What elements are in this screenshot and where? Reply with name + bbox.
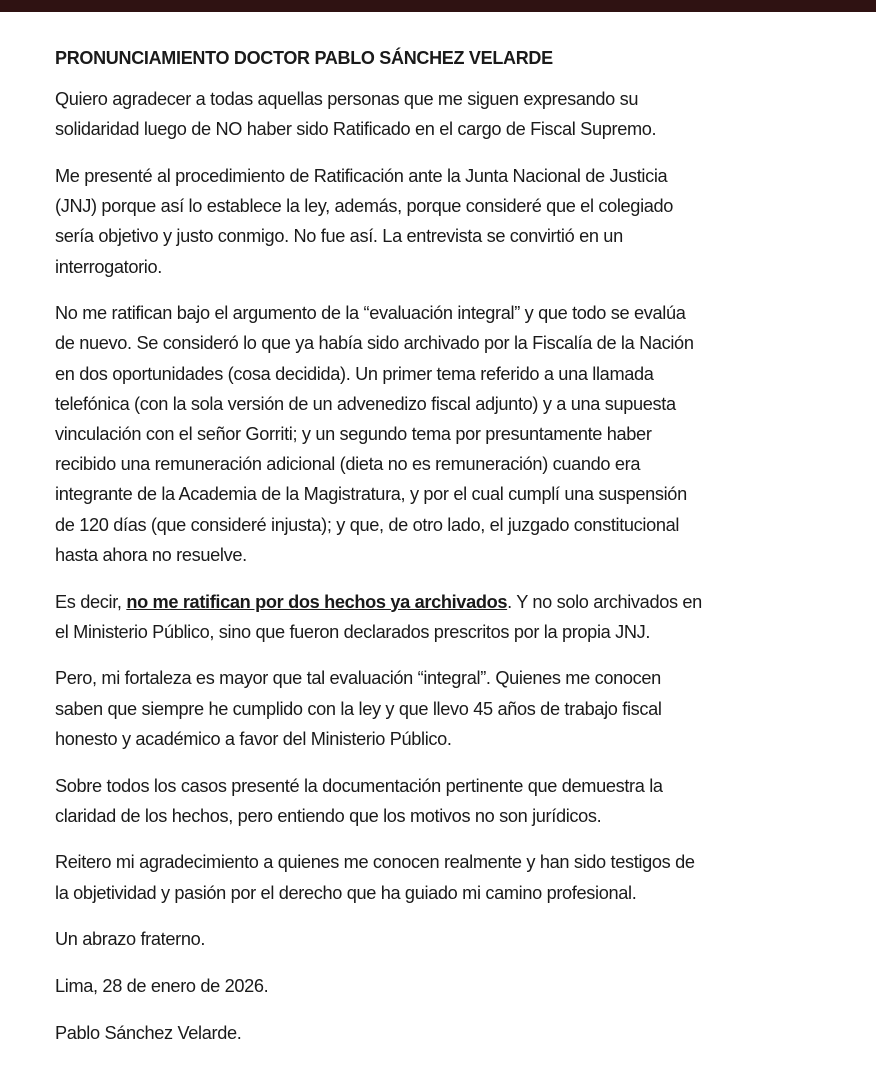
paragraph-date bbox=[55, 971, 855, 1001]
text-line: de nuevo. Se consideró lo que ya había sido archivado por la Fiscalía de la Nación bbox=[55, 333, 694, 354]
emphasized-text: no me ratifican por dos hechos ya archivados bbox=[126, 591, 508, 612]
text-line: interrogatorio. bbox=[55, 256, 162, 277]
text-line: Pero, mi fortaleza es mayor que tal evaluación “integral”. Quienes me conocen bbox=[55, 668, 661, 689]
text-line: Reitero mi agradecimiento a quienes me conocen realmente y han sido testigos de bbox=[55, 852, 695, 873]
text-line: hasta ahora no resuelve. bbox=[55, 544, 247, 565]
text-line: de 120 días (que consideré injusta); y que, de otro lado, el juzgado constitucional bbox=[55, 514, 680, 535]
text-suffix: . Y no solo archivados en bbox=[507, 591, 702, 612]
text-line: sería objetivo y justo conmigo. No fue así. La entrevista se convirtió en un bbox=[55, 226, 623, 247]
paragraph-signature bbox=[55, 1018, 855, 1048]
statement-document bbox=[55, 44, 855, 1064]
text-line: vinculación con el señor Gorriti; y un segundo tema por presuntamente haber bbox=[55, 424, 652, 445]
text-line: claridad de los hechos, pero entiendo que los motivos no son jurídicos. bbox=[55, 805, 602, 826]
text-line: solidaridad luego de NO haber sido Ratificado en el cargo de Fiscal Supremo. bbox=[55, 119, 657, 140]
paragraph-thanks bbox=[55, 847, 855, 907]
text-line: integrante de la Academia de la Magistratura, y por el cual cumplí una suspensión bbox=[55, 484, 687, 505]
paragraph-gratitude bbox=[55, 84, 855, 144]
text-line bbox=[55, 587, 855, 617]
text-line: recibido una remuneración adicional (dieta no es remuneración) cuando era bbox=[55, 454, 641, 475]
text-line: en dos oportunidades (cosa decidida). Un primer tema referido a una llamada bbox=[55, 363, 654, 384]
text-prefix: Es decir, bbox=[55, 591, 127, 612]
text-line: Lima, 28 de enero de 2026. bbox=[55, 976, 269, 997]
text-line: (JNJ) porque así lo establece la ley, además, porque consideré que el colegiado bbox=[55, 196, 674, 217]
text-line: Me presenté al procedimiento de Ratificación ante la Junta Nacional de Justicia bbox=[55, 165, 668, 186]
paragraph-documentation bbox=[55, 771, 855, 831]
text-line: saben que siempre he cumplido con la ley y que llevo 45 años de trabajo fiscal bbox=[55, 698, 662, 719]
paragraph-strength bbox=[55, 663, 855, 754]
text-line: honesto y académico a favor del Ministerio Público. bbox=[55, 728, 452, 749]
paragraph-procedure bbox=[55, 161, 855, 282]
text-line: Quiero agradecer a todas aquellas personas que me siguen expresando su bbox=[55, 89, 639, 109]
text-line: No me ratifican bajo el argumento de la “evaluación integral” y que todo se evalúa bbox=[55, 303, 686, 324]
top-bar bbox=[0, 0, 876, 12]
text-line: la objetividad y pasión por el derecho que ha guiado mi camino profesional. bbox=[55, 882, 637, 903]
paragraph-argument bbox=[55, 298, 855, 570]
text-line: Sobre todos los casos presenté la documentación pertinente que demuestra la bbox=[55, 775, 663, 796]
document-title: PRONUNCIAMIENTO DOCTOR PABLO SÁNCHEZ VELARDE bbox=[55, 48, 553, 68]
paragraph-closing bbox=[55, 924, 855, 954]
text-line: telefónica (con la sola versión de un advenedizo fiscal adjunto) y a una supuesta bbox=[55, 393, 676, 414]
text-line: Pablo Sánchez Velarde. bbox=[55, 1022, 242, 1043]
text-line: Un abrazo fraterno. bbox=[55, 929, 206, 950]
text-line: el Ministerio Público, sino que fueron declarados prescritos por la propia JNJ. bbox=[55, 621, 651, 642]
paragraph-archived-facts bbox=[55, 587, 855, 647]
